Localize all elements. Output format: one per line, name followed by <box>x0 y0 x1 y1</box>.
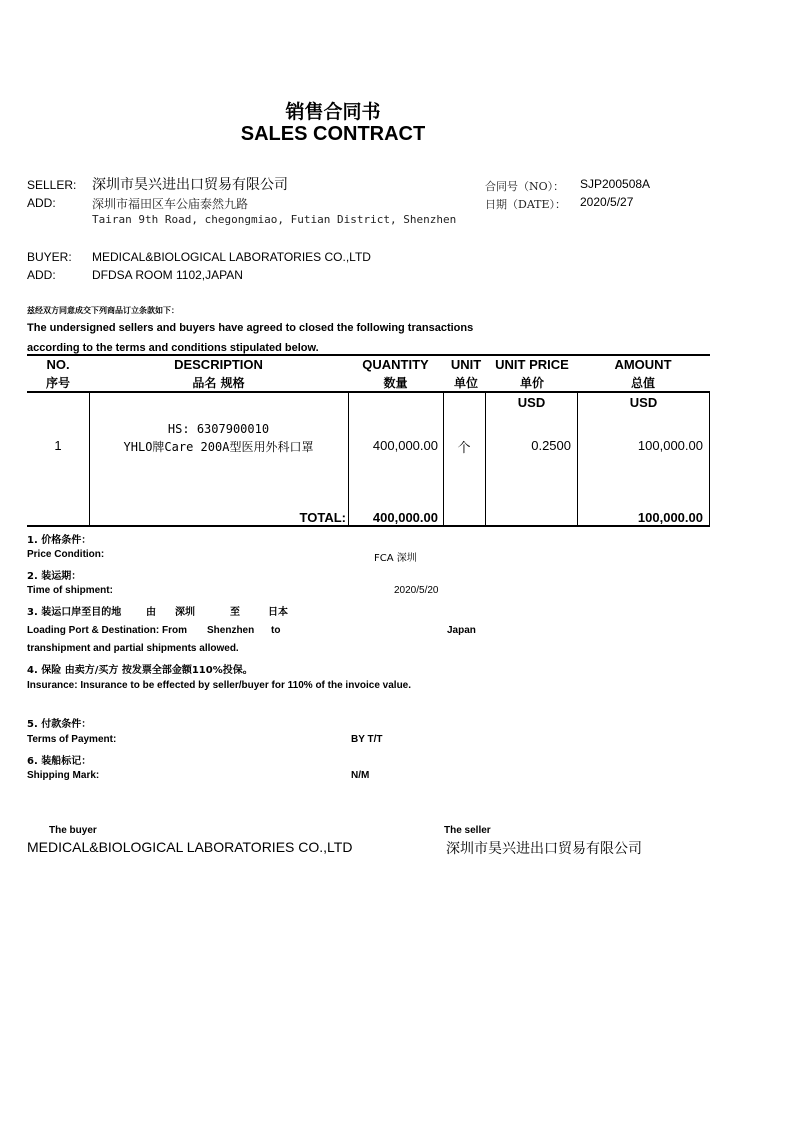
buyer-signature-label: The buyer <box>49 825 97 836</box>
contract-no-label: 合同号（NO）： <box>485 180 565 193</box>
seller-name: 深圳市昊兴进出口贸易有限公司 <box>92 177 288 193</box>
header-no: NO. <box>46 357 70 372</box>
seller-signature-label: The seller <box>444 825 491 836</box>
intro-cn: 兹经双方同意成交下列商品订立条款如下： <box>27 306 179 315</box>
buyer-signature-name: MEDICAL&BIOLOGICAL LABORATORIES CO.,LTD <box>27 839 353 855</box>
intro-en-line1: The undersigned sellers and buyers have agreed to closed the following transactions <box>27 322 474 334</box>
row-hs-code: HS: 6307900010 <box>167 422 270 436</box>
header-amount-cn: 总值 <box>630 376 655 390</box>
currency-price: USD <box>517 395 546 410</box>
total-label: TOTAL: <box>299 510 346 525</box>
term3-cn-destination: 日本 <box>268 607 288 618</box>
term2-en: Time of shipment: <box>27 585 113 596</box>
term3-en-to: to <box>271 625 281 636</box>
term3-cn-origin: 深圳 <box>175 607 195 618</box>
term6-cn: 6. 装船标记： <box>27 756 92 767</box>
buyer-add-label: ADD: <box>27 268 56 282</box>
seller-add-label: ADD: <box>27 196 56 210</box>
seller-signature-name: 深圳市昊兴进出口贸易有限公司 <box>446 841 642 857</box>
term1-value: FCA 深圳 <box>374 553 417 564</box>
contract-date-value: 2020/5/27 <box>580 195 634 209</box>
term2-value: 2020/5/20 <box>394 585 439 596</box>
header-unit-cn: 单位 <box>453 376 478 390</box>
seller-address-cn: 深圳市福田区车公庙泰然九路 <box>92 197 249 211</box>
row-unit: 个 <box>457 441 471 456</box>
seller-label: SELLER: <box>27 178 77 192</box>
header-quantity-cn: 数量 <box>383 376 408 390</box>
title-chinese: 销售合同书 <box>285 101 381 123</box>
row-no: 1 <box>54 438 62 453</box>
term3-cn-from: 由 <box>146 607 156 618</box>
seller-address-en: Tairan 9th Road, chegongmiao, Futian District, Shenzhen <box>92 213 457 226</box>
term3-en-destination: Japan <box>447 625 476 636</box>
header-amount: AMOUNT <box>614 357 672 372</box>
row-quantity: 400,000.00 <box>372 438 438 453</box>
row-unit-price: 0.2500 <box>531 438 571 453</box>
term4-cn: 4. 保险 由卖方/买方 按发票全部金额110%投保。 <box>27 665 253 676</box>
term3-cn: 3. 装运口岸至目的地 <box>27 607 122 618</box>
term1-en: Price Condition: <box>27 549 105 560</box>
header-description: DESCRIPTION <box>174 357 263 372</box>
contract-date-label: 日期（DATE）： <box>485 198 567 211</box>
page-title: SALES CONTRACT <box>240 123 426 145</box>
header-quantity: QUANTITY <box>362 357 429 372</box>
header-no-cn: 序号 <box>45 376 70 390</box>
buyer-name: MEDICAL&BIOLOGICAL LABORATORIES CO.,LTD <box>92 250 371 264</box>
header-unit-price-cn: 单价 <box>519 376 544 390</box>
header-description-cn: 品名 规格 <box>192 376 245 390</box>
total-quantity: 400,000.00 <box>372 510 438 525</box>
header-unit: UNIT <box>450 357 482 372</box>
term1-cn: 1. 价格条件： <box>27 535 92 546</box>
buyer-label: BUYER: <box>27 250 72 264</box>
term5-value: BY T/T <box>351 734 383 745</box>
term3-en: Loading Port & Destination: From <box>27 625 187 636</box>
intro-en-line2: according to the terms and conditions stipulated below. <box>27 342 319 354</box>
term3-en-origin: Shenzhen <box>207 625 255 636</box>
currency-amount: USD <box>629 395 658 410</box>
header-unit-price: UNIT PRICE <box>495 357 569 372</box>
contract-no-value: SJP200508A <box>580 177 651 191</box>
term3-cn-to: 至 <box>230 607 240 618</box>
term6-en: Shipping Mark: <box>27 770 100 781</box>
term2-cn: 2. 装运期： <box>27 571 82 582</box>
total-amount: 100,000.00 <box>637 510 703 525</box>
term5-en: Terms of Payment: <box>27 734 117 745</box>
term4-en: Insurance: Insurance to be effected by seller/buyer for 110% of the invoice value. <box>27 680 412 691</box>
row-amount: 100,000.00 <box>637 438 703 453</box>
term3-note: transhipment and partial shipments allowed. <box>27 643 239 654</box>
buyer-address: DFDSA ROOM 1102,JAPAN <box>92 268 243 282</box>
row-description: YHLO牌Care 200A型医用外科口罩 <box>123 440 314 454</box>
term5-cn: 5. 付款条件： <box>27 719 92 730</box>
term6-value: N/M <box>351 770 370 781</box>
